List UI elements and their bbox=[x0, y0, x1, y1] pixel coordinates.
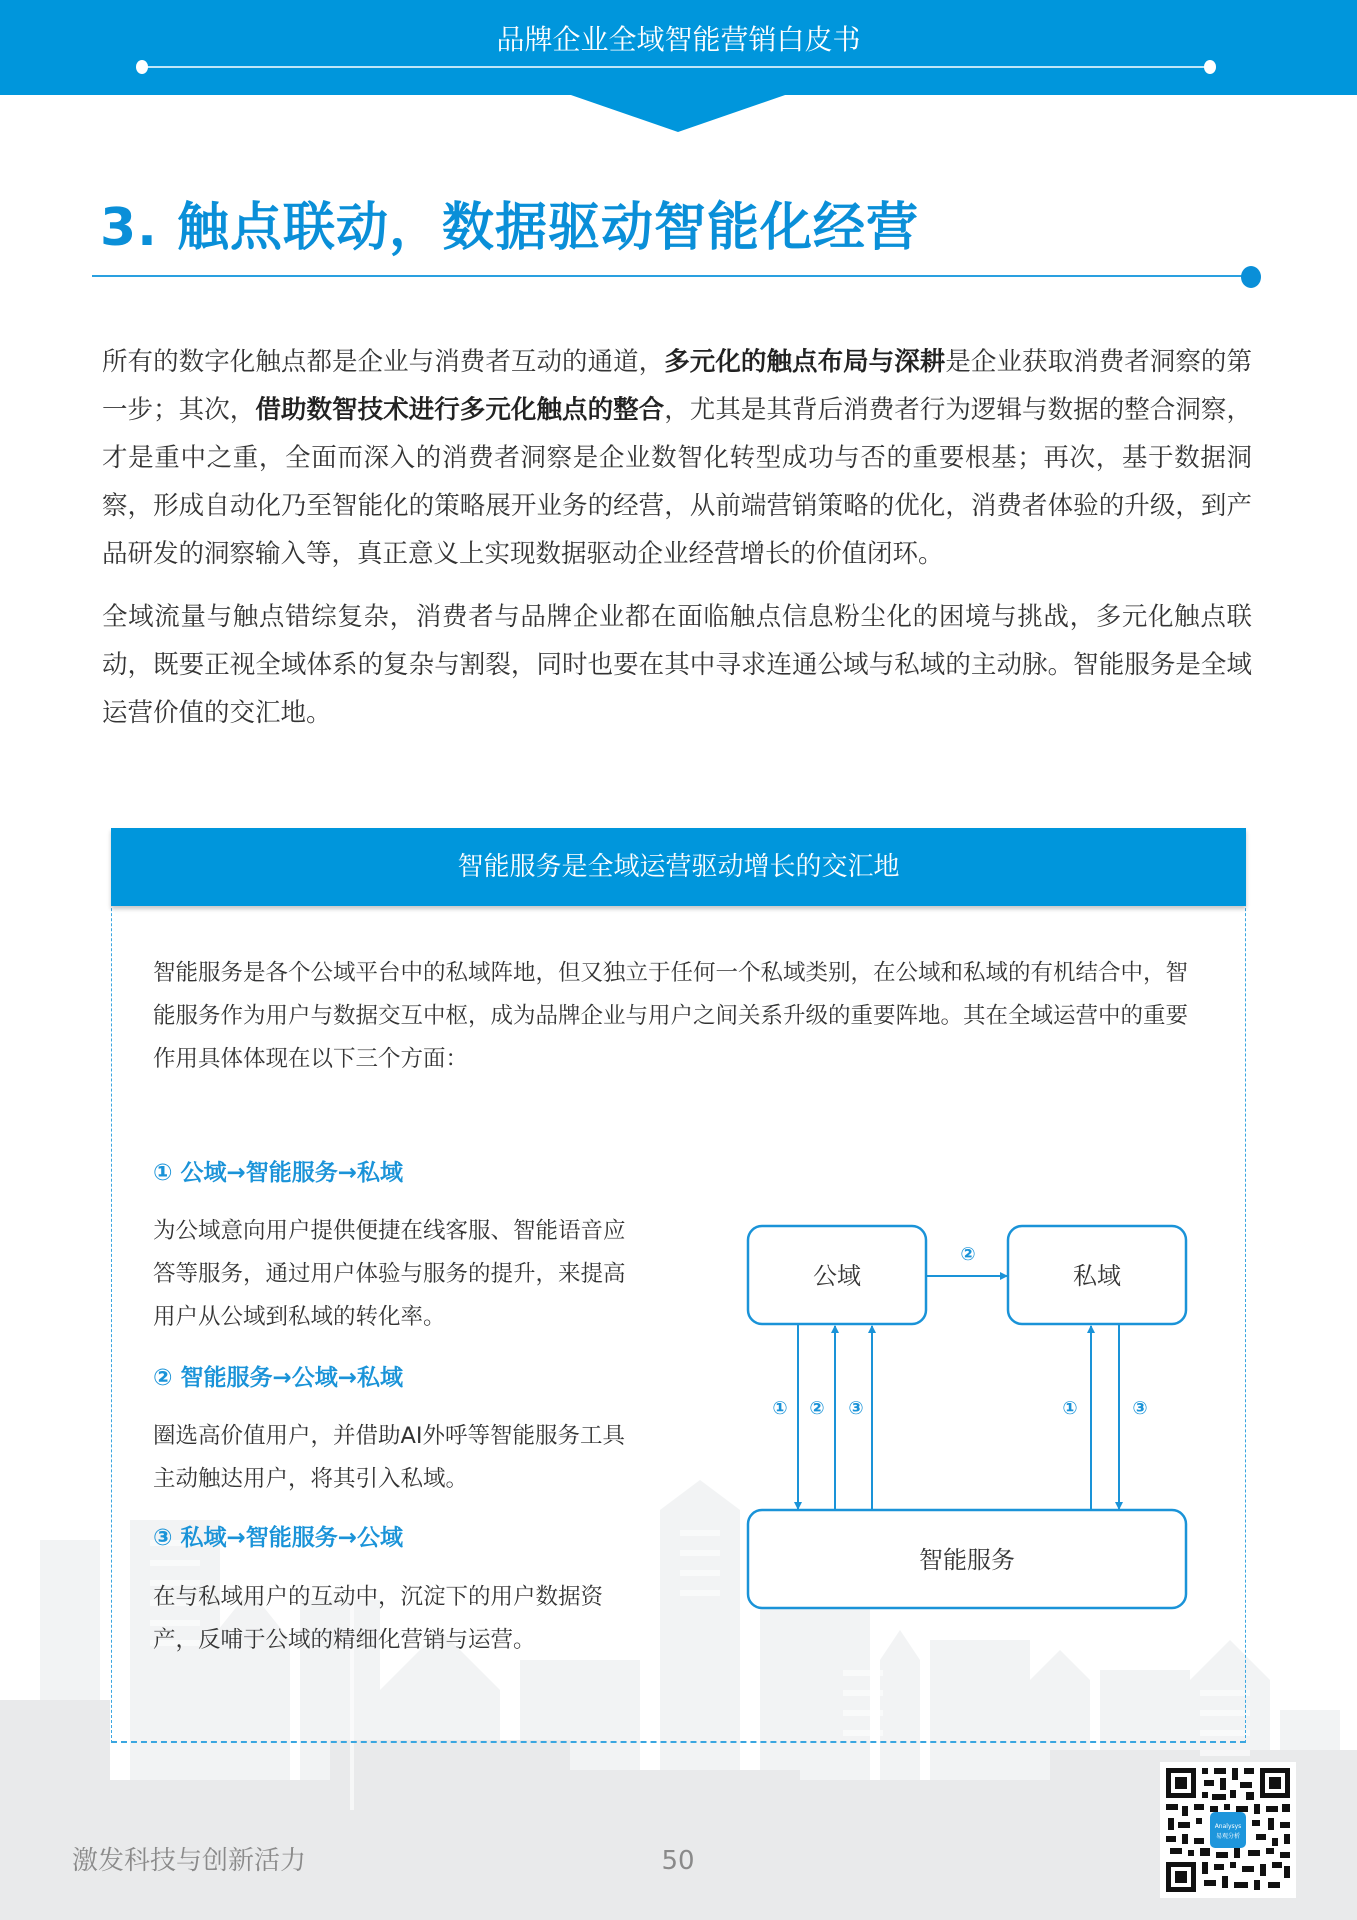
node-public-label: 公域 bbox=[813, 1262, 861, 1290]
node-private-label: 私域 bbox=[1073, 1262, 1121, 1290]
item-body-1: 为公域意向用户提供便捷在线客服、智能语音应答等服务，通过用户体验与服务的提升，来提高用户从公域到私域的转化率。 bbox=[153, 1218, 626, 1330]
section-title: 3. 触点联动，数据驱动智能化经营 bbox=[100, 198, 920, 258]
paragraph-emphasis: 借助数智技术进行多元化触点的整合 bbox=[255, 395, 665, 425]
header-notch bbox=[568, 94, 788, 132]
page-number: 50 bbox=[661, 1846, 695, 1876]
paragraph-text: 是企业获取消费者洞察的第一步；其次， bbox=[102, 347, 1252, 425]
edge-label-3: ③ bbox=[848, 1398, 864, 1419]
header-dot-left bbox=[136, 60, 148, 74]
item-body-3: 在与私域用户的互动中，沉淀下的用户数据资产，反哺于公域的精细化营销与运营。 bbox=[153, 1584, 604, 1653]
footer-slogan: 激发科技与创新活力 bbox=[72, 1846, 307, 1876]
callout-title: 智能服务是全域运营驱动增长的交汇地 bbox=[457, 852, 900, 882]
svg-text:易观分析: 易观分析 bbox=[1215, 1833, 1241, 1840]
edge-label-1: ① bbox=[772, 1398, 788, 1419]
edge-label-private-3: ③ bbox=[1132, 1398, 1148, 1419]
svg-text:Analysys: Analysys bbox=[1214, 1823, 1242, 1830]
qr-code bbox=[1160, 1762, 1296, 1898]
callout-intro: 智能服务是各个公域平台中的私域阵地，但又独立于任何一个私域类别，在公域和私域的有机结合中，智能服务作为用户与数据交互中枢，成为品牌企业与用户之间关系升级的重要阵地。其在全域运营中的重要作用具体体现在以下三个方面： bbox=[153, 960, 1189, 1072]
paragraph-emphasis: 多元化的触点布局与深耕 bbox=[664, 347, 946, 377]
section-underline-dot bbox=[1241, 266, 1261, 288]
flow-diagram bbox=[730, 1200, 1200, 1620]
item-body-2: 圈选高价值用户，并借助AI外呼等智能服务工具主动触达用户，将其引入私域。 bbox=[153, 1423, 626, 1492]
item-heading-3: ③ 私域→智能服务→公域 bbox=[153, 1525, 404, 1551]
item-heading-1: ① 公域→智能服务→私域 bbox=[153, 1160, 404, 1186]
body-paragraph-1 bbox=[102, 338, 1252, 578]
item-heading-2: ② 智能服务→公域→私域 bbox=[153, 1365, 404, 1391]
section-underline bbox=[92, 275, 1250, 277]
node-service-label: 智能服务 bbox=[919, 1546, 1015, 1574]
paragraph-text: ，尤其是其背后消费者行为逻辑与数据的整合洞察，才是重中之重，全面而深入的消费者洞察是企业数智化转型成功与否的重要根基；再次，基于数据洞察，形成自动化乃至智能化的策略展开业务的经营，从前端营销策略的优化，消费者体验的升级，到产品研发的洞察输入等，真正意义上实现数据驱动企业经营增长的价值闭环。 bbox=[102, 395, 1252, 569]
header-divider bbox=[142, 66, 1210, 68]
header-dot-right bbox=[1204, 60, 1216, 74]
document-title: 品牌企业全域智能营销白皮书 bbox=[496, 23, 861, 56]
paragraph-text: 全域流量与触点错综复杂，消费者与品牌企业都在面临触点信息粉尘化的困境与挑战，多元化触点联动，既要正视全域体系的复杂与割裂，同时也要在其中寻求连通公域与私域的主动脉。智能服务是全域运营价值的交汇地。 bbox=[102, 602, 1252, 728]
paragraph-text: 所有的数字化触点都是企业与消费者互动的通道， bbox=[102, 347, 665, 377]
edge-label-public-private: ② bbox=[960, 1244, 976, 1265]
edge-label-private-1: ① bbox=[1062, 1398, 1078, 1419]
body-paragraph-2 bbox=[102, 593, 1252, 737]
edge-label-2: ② bbox=[809, 1398, 825, 1419]
callout-header bbox=[111, 828, 1246, 906]
